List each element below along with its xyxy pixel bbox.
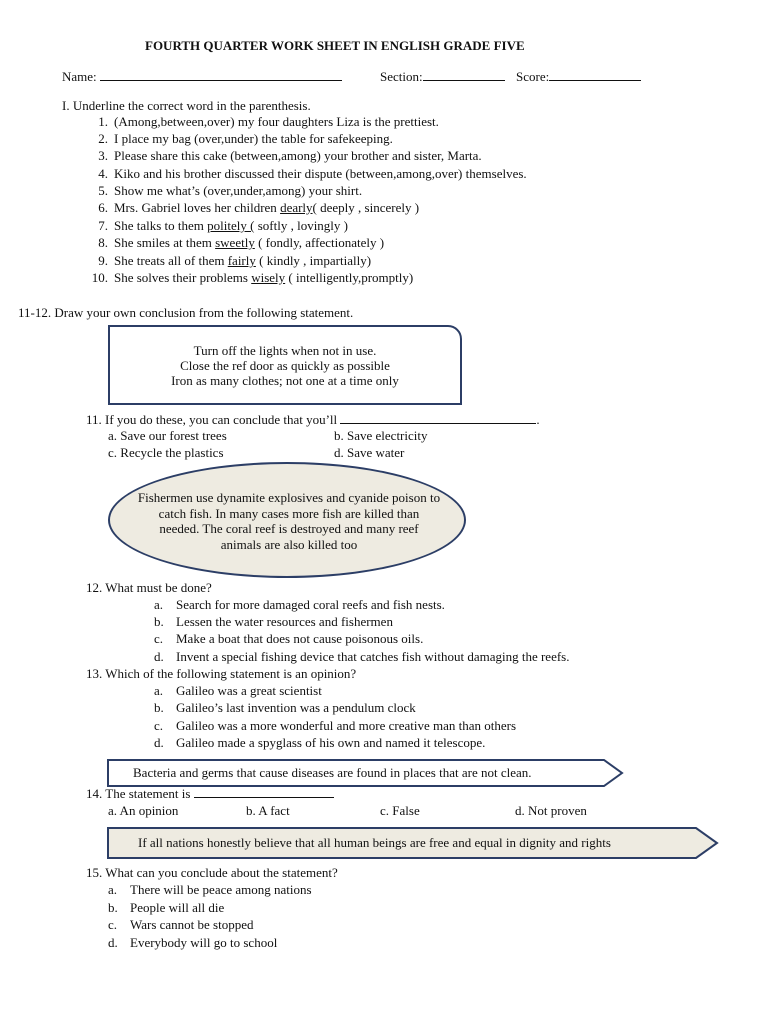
answer-blank[interactable] <box>194 785 334 798</box>
list-item: 10. She solves their problems wisely ( intelligently,promptly) <box>91 270 414 285</box>
part1-instruction: I. Underline the correct word in the parenthesis. <box>62 98 311 113</box>
oval-line: catch fish. In many cases more fish are killed than <box>158 505 420 521</box>
list-item: 8. She smiles at them sweetly ( fondly, affectionately ) <box>98 235 385 250</box>
fishing-passage-oval <box>108 462 466 578</box>
section-blank[interactable] <box>423 68 505 81</box>
question-15: 15. What can you conclude about the statement? <box>86 865 338 880</box>
name-blank[interactable] <box>100 68 342 81</box>
question-12: 12. What must be done? <box>86 580 212 595</box>
question-14: 14. The statement is <box>86 785 334 802</box>
question-13: 13. Which of the following statement is an opinion? <box>86 666 357 681</box>
choice-11-d[interactable]: d. Save water <box>334 445 405 460</box>
list-item: 4. Kiko and his brother discussed their dispute (between,among,over) themselves. <box>98 166 527 181</box>
list-item: 9. She treats all of them fairly ( kindly , impartially) <box>98 253 372 268</box>
choice-14-a[interactable]: a. An opinion <box>108 803 179 818</box>
worksheet-title: FOURTH QUARTER WORK SHEET IN ENGLISH GRADE FIVE <box>145 38 525 53</box>
score-label: Score: <box>516 69 550 84</box>
choice-13-a[interactable]: a. Galileo was a great scientist <box>154 683 322 698</box>
part2-instruction: 11-12. Draw your own conclusion from the following statement. <box>18 305 354 320</box>
section-label: Section: <box>380 69 423 84</box>
box-line: Iron as many clothes; not one at a time only <box>171 373 399 388</box>
score-blank[interactable] <box>549 68 641 81</box>
choice-13-d[interactable]: d. Galileo made a spyglass of his own and named it telescope. <box>154 735 486 750</box>
list-item: 3. Please share this cake (between,among) your brother and sister, Marta. <box>98 148 482 163</box>
choice-11-b[interactable]: b. Save electricity <box>334 428 428 443</box>
choice-12-a[interactable]: a. Search for more damaged coral reefs and fish nests. <box>154 597 445 612</box>
box-line: Turn off the lights when not in use. <box>193 343 377 358</box>
choice-14-b[interactable]: b. A fact <box>246 803 290 818</box>
choice-11-a[interactable]: a. Save our forest trees <box>108 428 227 443</box>
score-field[interactable] <box>516 68 641 85</box>
choice-13-b[interactable]: b. Galileo’s last invention was a pendulum clock <box>154 700 416 715</box>
section-field[interactable] <box>380 68 505 85</box>
bacteria-banner-text: Bacteria and germs that cause diseases are found in places that are not clean. <box>133 765 532 780</box>
box-line: Close the ref door as quickly as possible <box>180 358 390 373</box>
choice-15-c[interactable]: c. Wars cannot be stopped <box>108 917 254 932</box>
choice-15-b[interactable]: b. People will all die <box>108 900 225 915</box>
list-item: 7. She talks to them politely ( softly , lovingly ) <box>98 218 348 233</box>
choice-13-c[interactable]: c. Galileo was a more wonderful and more creative man than others <box>154 718 517 733</box>
choice-12-c[interactable]: c. Make a boat that does not cause poisonous oils. <box>154 631 424 646</box>
name-label: Name: <box>62 69 97 84</box>
answer-blank[interactable] <box>340 411 536 424</box>
question-11: 11. If you do these, you can conclude that you’ll . <box>86 412 540 427</box>
nations-banner-text: If all nations honestly believe that all human beings are free and equal in dignity and rights <box>138 835 611 850</box>
choice-15-a[interactable]: a. There will be peace among nations <box>108 882 312 897</box>
list-item: 2. I place my bag (over,under) the table for safekeeping. <box>98 131 393 146</box>
choice-14-d[interactable]: d. Not proven <box>515 803 587 818</box>
list-item: 5. Show me what’s (over,under,among) your shirt. <box>98 183 363 198</box>
choice-12-d[interactable]: d. Invent a special fishing device that catches fish without damaging the reefs. <box>154 649 570 664</box>
choice-15-d[interactable]: d. Everybody will go to school <box>108 935 278 950</box>
name-field[interactable] <box>62 68 342 85</box>
choice-12-b[interactable]: b. Lessen the water resources and fishermen <box>154 614 393 629</box>
choice-11-c[interactable]: c. Recycle the plastics <box>108 445 224 460</box>
oval-line: animals are also killed too <box>220 536 358 552</box>
oval-line: needed. The coral reef is destroyed and many reef <box>159 521 419 536</box>
list-item: 6. Mrs. Gabriel loves her children dearly( deeply , sincerely ) <box>98 200 420 215</box>
energy-tips-box <box>108 325 462 405</box>
oval-line: Fishermen use dynamite explosives and cyanide poison to <box>137 490 441 505</box>
list-item: 1. (Among,between,over) my four daughters Liza is the prettiest. <box>98 114 439 129</box>
choice-14-c[interactable]: c. False <box>380 803 420 818</box>
